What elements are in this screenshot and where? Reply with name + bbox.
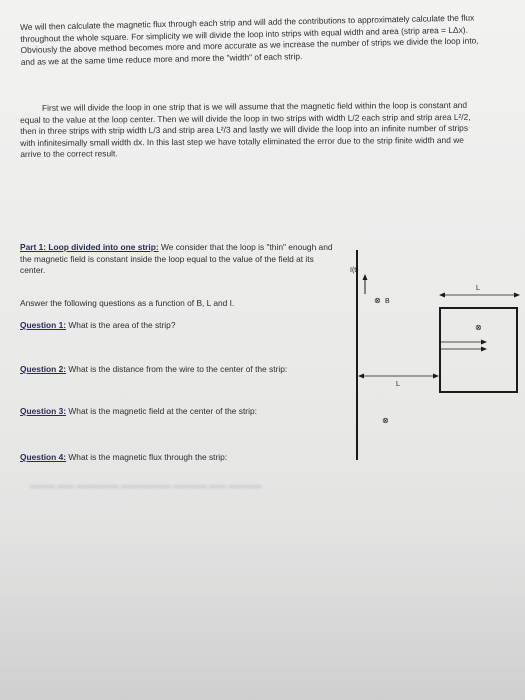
question-4-text: What is the magnetic flux through the strip: [66,452,228,462]
question-3-text: What is the magnetic field at the center of the strip: [66,406,257,416]
inner-arrow-1-head [481,340,487,345]
top-dimension-arrow-right [514,293,520,298]
gap-dimension-arrow-right [433,374,439,379]
paper-shadow [0,520,525,700]
part1-heading: Part 1: Loop divided into one strip: [20,242,159,252]
bleed-through-text: ▬▬▬ ▬▬ ▬▬▬▬▬ ▬▬▬▬▬▬ ▬▬▬▬ ▬▬ ▬▬▬▬ [30,480,262,490]
part1-body: We consider that the loop is "thin" enough and the magnetic field is constant inside the loop equal to the value of the field at its center. [20,242,333,275]
part1-paragraph [20,242,338,277]
question-4 [20,452,227,463]
top-dimension-arrow-left [439,293,445,298]
question-3 [20,406,257,417]
question-1 [20,320,175,331]
loop-field-symbol-icon: ⊗ [475,323,482,332]
question-2 [20,364,287,375]
square-loop [440,308,517,392]
inner-arrow-2-head [481,347,487,352]
current-label: I(t) [350,267,359,274]
method-paragraph: First we will divide the loop in one strip that is we will assume that the magnetic field within the loop is constant and equal to the value at the loop center. Then we will divide the loop in two strips with width L/2 each strip and strip area L²/2, then in three strips with strip width L/3 and strip area L²/3 and lastly we will divide the loop into an infinite number of strips with infinitesimally small width dx. In this last step we have totally eliminated the error due to the strip finite width and we arrive to the correct result. [20,99,471,159]
question-4-label: Question 4: [20,452,67,462]
gap-length-label: L [396,381,400,388]
question-2-text: What is the distance from the wire to the center of the strip: [66,364,288,374]
intro-paragraph: We will then calculate the magnetic flux through each strip and will add the contributions to approximately calculate the flux throughout the whole square. For simplicity we will divide the loop into strips with equal width and area (strip area = LΔx). Obviously the above method becomes more and more accurate as we increase the number of strips we divide the loop into, and as we at the same time reduce more and more the "width" of each strip. [20,12,479,67]
wire-loop-diagram [348,250,520,460]
field-label: B [385,298,390,305]
question-2-label: Question 2: [20,364,67,374]
question-1-label: Question 1: [20,320,67,330]
gap-dimension-arrow-left [358,374,364,379]
top-length-label: L [476,285,480,292]
answer-instruction: Answer the following questions as a function of B, L and I. [20,298,235,308]
current-arrow-head [363,274,368,280]
question-1-text: What is the area of the strip? [66,320,176,330]
field-symbol-icon: ⊗ [374,296,381,305]
lower-field-symbol-icon: ⊗ [382,416,389,425]
question-3-label: Question 3: [20,406,67,416]
